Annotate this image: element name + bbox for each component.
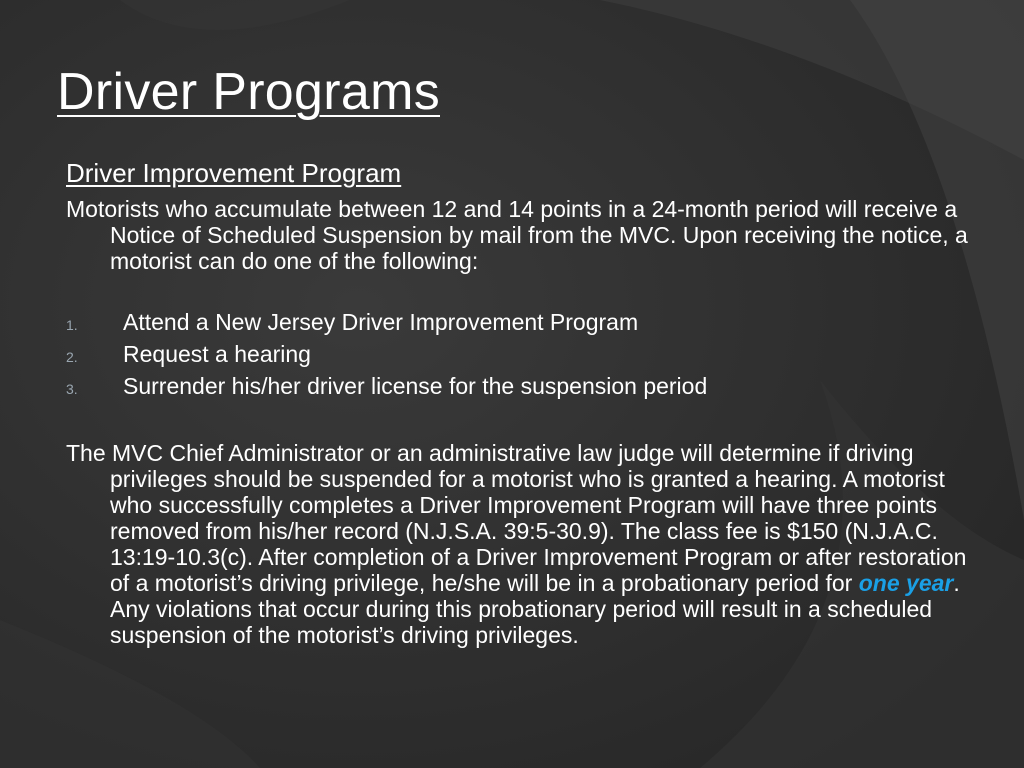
options-list bbox=[66, 309, 707, 405]
details-paragraph bbox=[66, 440, 971, 648]
intro-text: Motorists who accumulate between 12 and 14 points in a 24-month period will receive a Notice of Scheduled Suspension by mail from the MVC. Upon receiving the notice, a motorist can do one of the following: bbox=[66, 196, 968, 274]
list-item-text: Request a hearing bbox=[123, 341, 311, 367]
list-number: 3. bbox=[66, 381, 78, 397]
slide-title: Driver Programs bbox=[57, 63, 440, 121]
highlight-one-year: one year bbox=[858, 570, 954, 596]
details-text-before: The MVC Chief Administrator or an administrative law judge will determine if driving privileges should be suspended for a motorist who is granted a hearing. A motorist who successfully completes a Driver Improvement Program will have three points removed from his/her record (N.J.S.A. 39:5-30.9). The class fee is $150 (N.J.A.C. 13:19-10.3(c). After completion of a Driver Improvement Program or after restoration of a motorist’s driving privilege, he/she will be in a probationary period for bbox=[66, 440, 967, 596]
list-number: 1. bbox=[66, 317, 78, 333]
details-text-after: . Any violations that occur during this probationary period will result in a scheduled suspension of the motorist’s driving privileges. bbox=[110, 570, 960, 648]
list-number: 2. bbox=[66, 349, 78, 365]
intro-paragraph bbox=[66, 196, 971, 274]
list-item-text: Surrender his/her driver license for the suspension period bbox=[123, 373, 708, 399]
details-text bbox=[66, 440, 971, 648]
list-item bbox=[66, 309, 707, 341]
list-item bbox=[66, 373, 707, 405]
list-item-text: Attend a New Jersey Driver Improvement Program bbox=[123, 309, 639, 335]
list-item bbox=[66, 341, 707, 373]
section-heading: Driver Improvement Program bbox=[66, 158, 402, 188]
